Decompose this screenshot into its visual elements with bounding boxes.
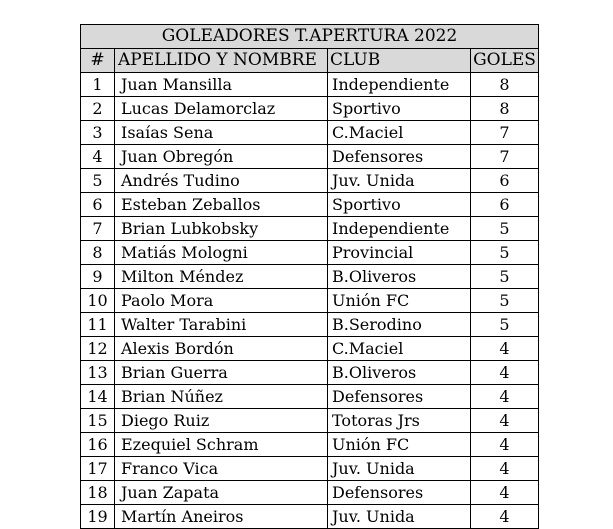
cell-goals: 8 (471, 97, 539, 121)
table-row (81, 385, 539, 409)
cell-number: 14 (81, 385, 115, 409)
cell-player-name: Walter Tarabini (115, 313, 328, 337)
table-row (81, 169, 539, 193)
cell-club: Sportivo (328, 97, 471, 121)
cell-club: Unión FC (328, 289, 471, 313)
cell-goals: 5 (471, 265, 539, 289)
table-row (81, 73, 539, 97)
cell-player-name: Paolo Mora (115, 289, 328, 313)
cell-goals: 7 (471, 121, 539, 145)
cell-goals: 5 (471, 241, 539, 265)
table-row (81, 121, 539, 145)
cell-goals: 6 (471, 193, 539, 217)
cell-player-name: Isaías Sena (115, 121, 328, 145)
cell-player-name: Juan Obregón (115, 145, 328, 169)
header-goals: GOLES (471, 49, 539, 73)
cell-number: 13 (81, 361, 115, 385)
table-row (81, 337, 539, 361)
cell-goals: 4 (471, 433, 539, 457)
cell-player-name: Brian Lubkobsky (115, 217, 328, 241)
cell-goals: 5 (471, 313, 539, 337)
table-row (81, 241, 539, 265)
table-row (81, 145, 539, 169)
table-row (81, 193, 539, 217)
cell-player-name: Diego Ruiz (115, 409, 328, 433)
table-row (81, 361, 539, 385)
cell-player-name: Martín Aneiros (115, 505, 328, 529)
scorers-table (80, 24, 539, 529)
cell-number: 17 (81, 457, 115, 481)
table-row (81, 313, 539, 337)
cell-goals: 4 (471, 337, 539, 361)
cell-club: Juv. Unida (328, 505, 471, 529)
table-title: GOLEADORES T.APERTURA 2022 (81, 25, 539, 49)
cell-number: 7 (81, 217, 115, 241)
cell-number: 12 (81, 337, 115, 361)
cell-club: Unión FC (328, 433, 471, 457)
cell-player-name: Alexis Bordón (115, 337, 328, 361)
cell-number: 9 (81, 265, 115, 289)
cell-number: 16 (81, 433, 115, 457)
cell-player-name: Ezequiel Schram (115, 433, 328, 457)
cell-player-name: Matiás Mologni (115, 241, 328, 265)
cell-club: Totoras Jrs (328, 409, 471, 433)
table-row (81, 505, 539, 529)
cell-goals: 5 (471, 289, 539, 313)
cell-player-name: Lucas Delamorclaz (115, 97, 328, 121)
cell-club: Independiente (328, 217, 471, 241)
cell-player-name: Andrés Tudino (115, 169, 328, 193)
cell-player-name: Brian Núñez (115, 385, 328, 409)
cell-club: Juv. Unida (328, 169, 471, 193)
table-title-row (81, 25, 539, 49)
cell-number: 10 (81, 289, 115, 313)
table-row (81, 97, 539, 121)
table-row (81, 409, 539, 433)
cell-number: 18 (81, 481, 115, 505)
cell-club: B.Oliveros (328, 265, 471, 289)
cell-goals: 4 (471, 361, 539, 385)
table-row (81, 217, 539, 241)
cell-number: 15 (81, 409, 115, 433)
table-row (81, 265, 539, 289)
cell-club: Sportivo (328, 193, 471, 217)
cell-club: C.Maciel (328, 337, 471, 361)
cell-player-name: Juan Mansilla (115, 73, 328, 97)
cell-club: Juv. Unida (328, 457, 471, 481)
cell-player-name: Milton Méndez (115, 265, 328, 289)
table-row (81, 481, 539, 505)
cell-club: B.Oliveros (328, 361, 471, 385)
header-name: APELLIDO Y NOMBRE (115, 49, 328, 73)
table-row (81, 289, 539, 313)
table-row (81, 433, 539, 457)
cell-goals: 5 (471, 217, 539, 241)
cell-number: 4 (81, 145, 115, 169)
header-club: CLUB (328, 49, 471, 73)
cell-club: C.Maciel (328, 121, 471, 145)
cell-club: Defensores (328, 481, 471, 505)
cell-club: Defensores (328, 385, 471, 409)
cell-player-name: Esteban Zeballos (115, 193, 328, 217)
cell-goals: 4 (471, 505, 539, 529)
cell-club: Defensores (328, 145, 471, 169)
cell-goals: 4 (471, 409, 539, 433)
cell-club: Independiente (328, 73, 471, 97)
cell-goals: 4 (471, 481, 539, 505)
cell-goals: 7 (471, 145, 539, 169)
cell-player-name: Juan Zapata (115, 481, 328, 505)
cell-number: 19 (81, 505, 115, 529)
table-row (81, 457, 539, 481)
cell-player-name: Brian Guerra (115, 361, 328, 385)
cell-goals: 6 (471, 169, 539, 193)
cell-number: 6 (81, 193, 115, 217)
cell-goals: 4 (471, 457, 539, 481)
cell-number: 11 (81, 313, 115, 337)
cell-club: Provincial (328, 241, 471, 265)
cell-club: B.Serodino (328, 313, 471, 337)
cell-goals: 8 (471, 73, 539, 97)
table-header-row (81, 49, 539, 73)
cell-number: 2 (81, 97, 115, 121)
cell-number: 3 (81, 121, 115, 145)
cell-player-name: Franco Vica (115, 457, 328, 481)
cell-number: 8 (81, 241, 115, 265)
cell-goals: 4 (471, 385, 539, 409)
cell-number: 1 (81, 73, 115, 97)
header-number: # (81, 49, 115, 73)
cell-number: 5 (81, 169, 115, 193)
